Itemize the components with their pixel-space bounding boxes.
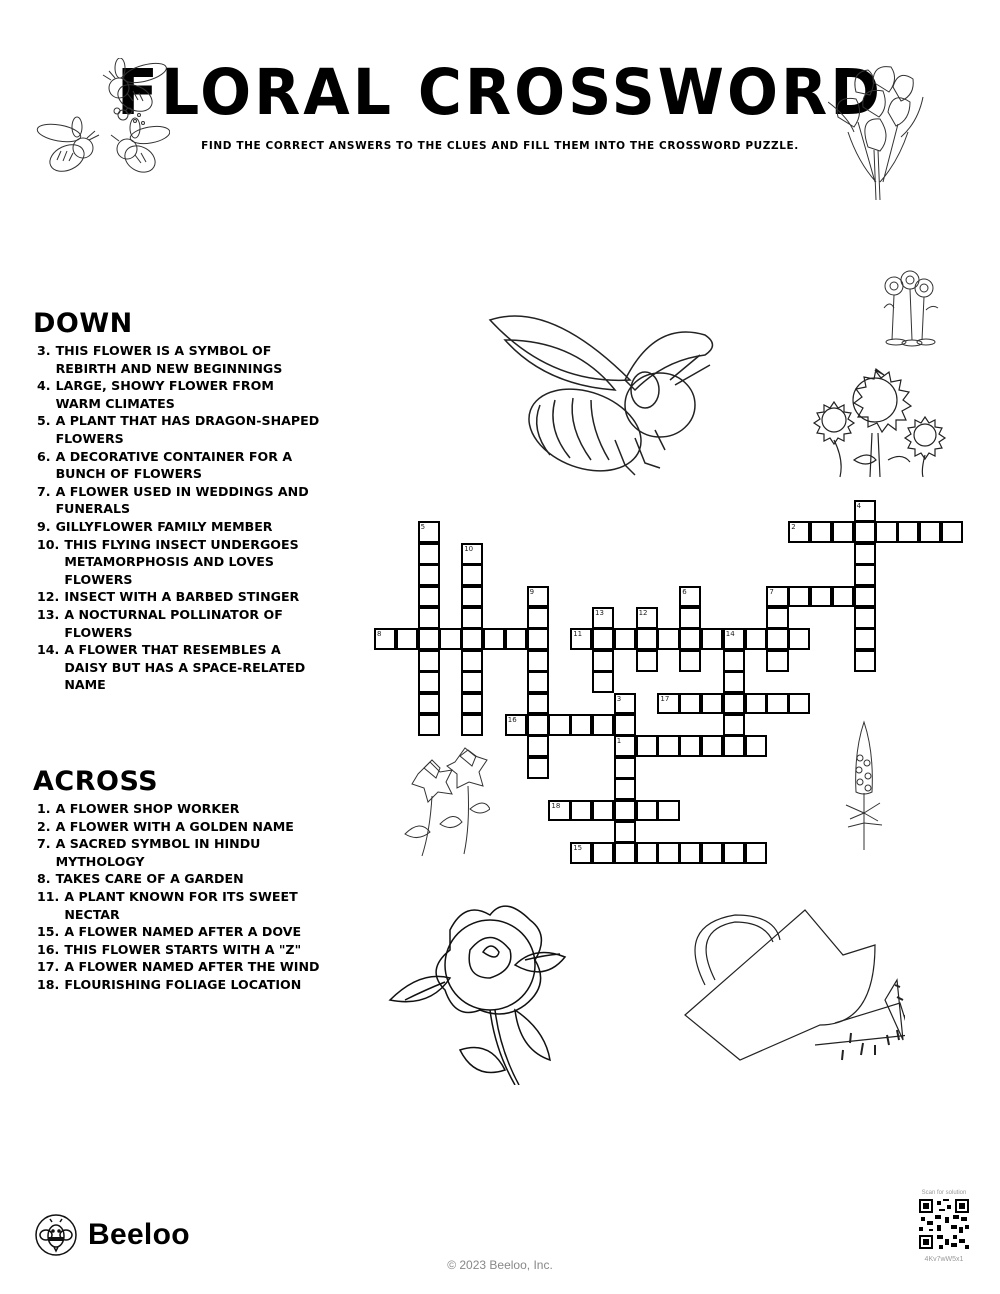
crossword-cell[interactable] xyxy=(570,714,592,736)
crossword-cell[interactable] xyxy=(701,842,723,864)
crossword-cell[interactable] xyxy=(592,628,614,650)
crossword-cell[interactable] xyxy=(679,650,701,672)
across-clue-2: 2. A FLOWER WITH A GOLDEN NAME xyxy=(37,818,294,834)
qr-code-text: 4Kv7wW5x1 xyxy=(924,1256,964,1263)
crossword-cell[interactable] xyxy=(592,800,614,822)
crossword-cell[interactable] xyxy=(723,735,745,757)
crossword-cell[interactable] xyxy=(810,586,832,608)
beeloo-logo xyxy=(34,1213,190,1257)
crossword-cell[interactable] xyxy=(701,735,723,757)
clue-number: 7 xyxy=(769,587,774,596)
crossword-cell[interactable] xyxy=(723,628,745,650)
crossword-cell[interactable] xyxy=(418,650,440,672)
down-heading: DOWN xyxy=(33,308,133,339)
clue-number: 18 xyxy=(551,801,561,810)
crossword-cell[interactable] xyxy=(614,757,636,779)
crossword-cell[interactable] xyxy=(636,735,658,757)
across-clue-1: 1. A FLOWER SHOP WORKER xyxy=(37,801,240,816)
crossword-cell[interactable] xyxy=(745,693,767,715)
crossword-cell[interactable] xyxy=(832,586,854,608)
down-clue-13: 13. A NOCTURNAL POLLINATOR OF FLOWERS xyxy=(37,606,283,640)
bee-large-icon xyxy=(485,310,735,480)
crossword-cell[interactable] xyxy=(614,628,636,650)
crossword-cell[interactable] xyxy=(418,714,440,736)
crossword-cell[interactable] xyxy=(657,735,679,757)
down-clue-12: 12. INSECT WITH A BARBED STINGER xyxy=(37,589,300,605)
crossword-cell[interactable] xyxy=(418,693,440,715)
crossword-cell[interactable] xyxy=(810,521,832,543)
down-clue-7: 7. A FLOWER USED IN WEDDINGS AND FUNERALS xyxy=(37,483,309,517)
crossword-cell[interactable] xyxy=(461,564,483,586)
clue-number: 8 xyxy=(377,630,382,639)
across-clue-7: 7. A SACRED SYMBOL IN HINDU MYTHOLOGY xyxy=(37,836,261,869)
crossword-cell[interactable] xyxy=(527,607,549,629)
crossword-cell[interactable] xyxy=(679,693,701,715)
clue-number: 12 xyxy=(638,609,648,617)
clue-number: 15 xyxy=(573,844,583,853)
crossword-cell[interactable] xyxy=(592,714,614,736)
crossword-cell[interactable] xyxy=(461,628,483,650)
crossword-cell[interactable] xyxy=(875,521,897,543)
clue-number: 11 xyxy=(573,630,583,639)
crossword-cell[interactable] xyxy=(418,607,440,629)
crossword-cell[interactable] xyxy=(461,543,483,565)
clue-number: 14 xyxy=(725,630,735,639)
crossword-cell[interactable] xyxy=(527,714,549,736)
crossword-cell[interactable] xyxy=(766,650,788,672)
crossword-cell[interactable] xyxy=(679,842,701,864)
across-clue-8: 8. TAKES CARE OF A GARDEN xyxy=(37,871,244,887)
across-clue-11: 11. A PLANT KNOWN FOR ITS SWEET NECTAR xyxy=(37,888,298,922)
crossword-cell[interactable] xyxy=(461,671,483,693)
crossword-cell[interactable] xyxy=(701,693,723,715)
crossword-cell[interactable] xyxy=(636,650,658,672)
crossword-cell[interactable] xyxy=(418,543,440,565)
across-clues xyxy=(33,766,323,994)
crossword-cell[interactable] xyxy=(614,714,636,736)
crossword-cell[interactable] xyxy=(723,671,745,693)
crossword-cell[interactable] xyxy=(614,735,636,757)
across-clue-18: 18. FLOURISHING FOLIAGE LOCATION xyxy=(37,976,302,992)
crossword-cell[interactable] xyxy=(418,586,440,608)
bees-icon xyxy=(35,58,170,183)
crossword-cell[interactable] xyxy=(527,757,549,779)
crossword-cell[interactable] xyxy=(614,693,636,715)
crossword-cell[interactable] xyxy=(854,628,876,650)
crossword-cell[interactable] xyxy=(854,500,876,522)
crossword-cell[interactable] xyxy=(527,586,549,608)
crossword-cell[interactable] xyxy=(505,714,527,736)
crossword-cell[interactable] xyxy=(461,586,483,608)
crossword-cell[interactable] xyxy=(374,628,396,650)
crossword-cell[interactable] xyxy=(657,693,679,715)
instructions: FIND THE CORRECT ANSWERS TO THE CLUES AND FILL THEM INTO THE CROSSWORD PUZZLE. xyxy=(201,140,799,152)
crossword-cell[interactable] xyxy=(788,521,810,543)
across-clue-15: 15. A FLOWER NAMED AFTER A DOVE xyxy=(37,924,302,940)
down-clue-3: 3. THIS FLOWER IS A SYMBOL OF REBIRTH AND NEW BEGINNINGS xyxy=(37,343,283,376)
crossword-cell[interactable] xyxy=(854,607,876,629)
crossword-cell[interactable] xyxy=(636,628,658,650)
crossword-cell[interactable] xyxy=(592,842,614,864)
crossword-cell[interactable] xyxy=(505,628,527,650)
down-clue-14: 14. A FLOWER THAT RESEMBLES A DAISY BUT HAS A SPACE-RELATED NAME xyxy=(37,642,306,693)
crossword-cell[interactable] xyxy=(636,842,658,864)
crossword-cell[interactable] xyxy=(548,800,570,822)
down-clues xyxy=(33,308,323,694)
crossword-cell[interactable] xyxy=(766,693,788,715)
crossword-cell[interactable] xyxy=(570,628,592,650)
crossword-cell[interactable] xyxy=(766,607,788,629)
crossword-cell[interactable] xyxy=(854,521,876,543)
crossword-cell[interactable] xyxy=(527,628,549,650)
crossword-cell[interactable] xyxy=(570,800,592,822)
clue-number: 5 xyxy=(420,523,426,532)
lupine-icon xyxy=(840,718,885,853)
crossword-cell[interactable] xyxy=(745,842,767,864)
clue-number: 3 xyxy=(616,694,622,703)
crossword-cell[interactable] xyxy=(788,693,810,715)
crossword-cell[interactable] xyxy=(548,714,570,736)
crossword-cell[interactable] xyxy=(461,714,483,736)
down-clue-9: 9. GILLYFLOWER FAMILY MEMBER xyxy=(37,518,273,534)
down-clue-4: 4. LARGE, SHOWY FLOWER FROM WARM CLIMATES xyxy=(37,378,274,411)
crossword-cell[interactable] xyxy=(527,693,549,715)
crossword-cell[interactable] xyxy=(614,821,636,843)
sunflowers-icon xyxy=(810,365,950,480)
down-clue-5: 5. A PLANT THAT HAS DRAGON-SHAPED FLOWERS xyxy=(37,413,320,446)
crossword-cell[interactable] xyxy=(418,671,440,693)
page-title: FLORAL CROSSWORD xyxy=(116,56,883,130)
crossword-cell[interactable] xyxy=(592,607,614,629)
copyright: © 2023 Beeloo, Inc. xyxy=(447,1258,553,1272)
brand-name: Beeloo xyxy=(88,1218,190,1251)
crossword-cell[interactable] xyxy=(396,628,418,650)
crossword-cell[interactable] xyxy=(439,628,461,650)
crossword-cell[interactable] xyxy=(701,628,723,650)
crossword-cell[interactable] xyxy=(919,521,941,543)
crossword-cell[interactable] xyxy=(788,586,810,608)
qr-label: Scan for solution xyxy=(921,1190,967,1196)
clue-number: 16 xyxy=(507,716,517,724)
tulip-bouquet-icon xyxy=(828,62,928,204)
watering-can-icon xyxy=(675,905,905,1070)
crossword-cell[interactable] xyxy=(832,521,854,543)
clue-number: 9 xyxy=(529,587,535,596)
small-flowers-icon xyxy=(880,268,940,348)
crossword-cell[interactable] xyxy=(679,628,701,650)
crossword-cell[interactable] xyxy=(636,607,658,629)
crossword-cell[interactable] xyxy=(614,800,636,822)
crossword-cell[interactable] xyxy=(854,650,876,672)
crossword-cell[interactable] xyxy=(854,586,876,608)
crossword-cell[interactable] xyxy=(527,650,549,672)
crossword-cell[interactable] xyxy=(592,671,614,693)
clue-number: 13 xyxy=(595,609,604,617)
clue-number: 10 xyxy=(464,544,474,553)
across-clue-17: 17. A FLOWER NAMED AFTER THE WIND xyxy=(37,959,320,975)
bee-logo-icon xyxy=(34,1213,78,1257)
crossword-cell[interactable] xyxy=(679,586,701,608)
crossword-cell[interactable] xyxy=(657,800,679,822)
crossword-cell[interactable] xyxy=(527,671,549,693)
crossword-cell[interactable] xyxy=(723,650,745,672)
clue-number: 6 xyxy=(682,587,687,596)
across-heading: ACROSS xyxy=(33,766,159,797)
crossword-cell[interactable] xyxy=(614,842,636,864)
crossword-cell[interactable] xyxy=(679,735,701,757)
crossword-cell[interactable] xyxy=(418,564,440,586)
qr-solution[interactable] xyxy=(912,1190,976,1263)
clue-number: 2 xyxy=(791,523,796,532)
gardenia-icon xyxy=(385,890,575,1085)
crossword-cell[interactable] xyxy=(788,628,810,650)
clue-number: 17 xyxy=(660,694,670,703)
crossword-cell[interactable] xyxy=(745,735,767,757)
crossword-cell[interactable] xyxy=(854,543,876,565)
crossword-cell[interactable] xyxy=(723,714,745,736)
crossword-cell[interactable] xyxy=(461,650,483,672)
crossword-cell[interactable] xyxy=(941,521,963,543)
crossword-cell[interactable] xyxy=(766,586,788,608)
crossword-cell[interactable] xyxy=(614,778,636,800)
crossword-cell[interactable] xyxy=(570,842,592,864)
clue-number: 4 xyxy=(856,502,862,510)
crossword-cell[interactable] xyxy=(745,628,767,650)
crossword-cell[interactable] xyxy=(461,607,483,629)
crossword-cell[interactable] xyxy=(592,650,614,672)
crossword-cell[interactable] xyxy=(418,521,440,543)
down-clue-10: 10. THIS FLYING INSECT UNDERGOES METAMORPHOSIS AND LOVES FLOWERS xyxy=(37,536,299,587)
crossword-cell[interactable] xyxy=(461,693,483,715)
crossword-cell[interactable] xyxy=(527,735,549,757)
crossword-cell[interactable] xyxy=(766,628,788,650)
down-clue-6: 6. A DECORATIVE CONTAINER FOR A BUNCH OF FLOWERS xyxy=(37,448,293,482)
crossword-cell[interactable] xyxy=(418,628,440,650)
crossword-cell[interactable] xyxy=(679,607,701,629)
crossword-cell[interactable] xyxy=(657,842,679,864)
across-clue-16: 16. THIS FLOWER STARTS WITH A "Z" xyxy=(37,941,302,957)
crossword-cell[interactable] xyxy=(483,628,505,650)
qr-code-icon[interactable] xyxy=(919,1199,969,1249)
crossword-cell[interactable] xyxy=(657,628,679,650)
crossword-cell[interactable] xyxy=(854,564,876,586)
clue-number: 1 xyxy=(616,737,622,746)
crossword-cell[interactable] xyxy=(636,800,658,822)
crossword-cell[interactable] xyxy=(723,842,745,864)
crossword-cell[interactable] xyxy=(723,693,745,715)
daffodils-icon xyxy=(400,744,490,859)
crossword-cell[interactable] xyxy=(897,521,919,543)
